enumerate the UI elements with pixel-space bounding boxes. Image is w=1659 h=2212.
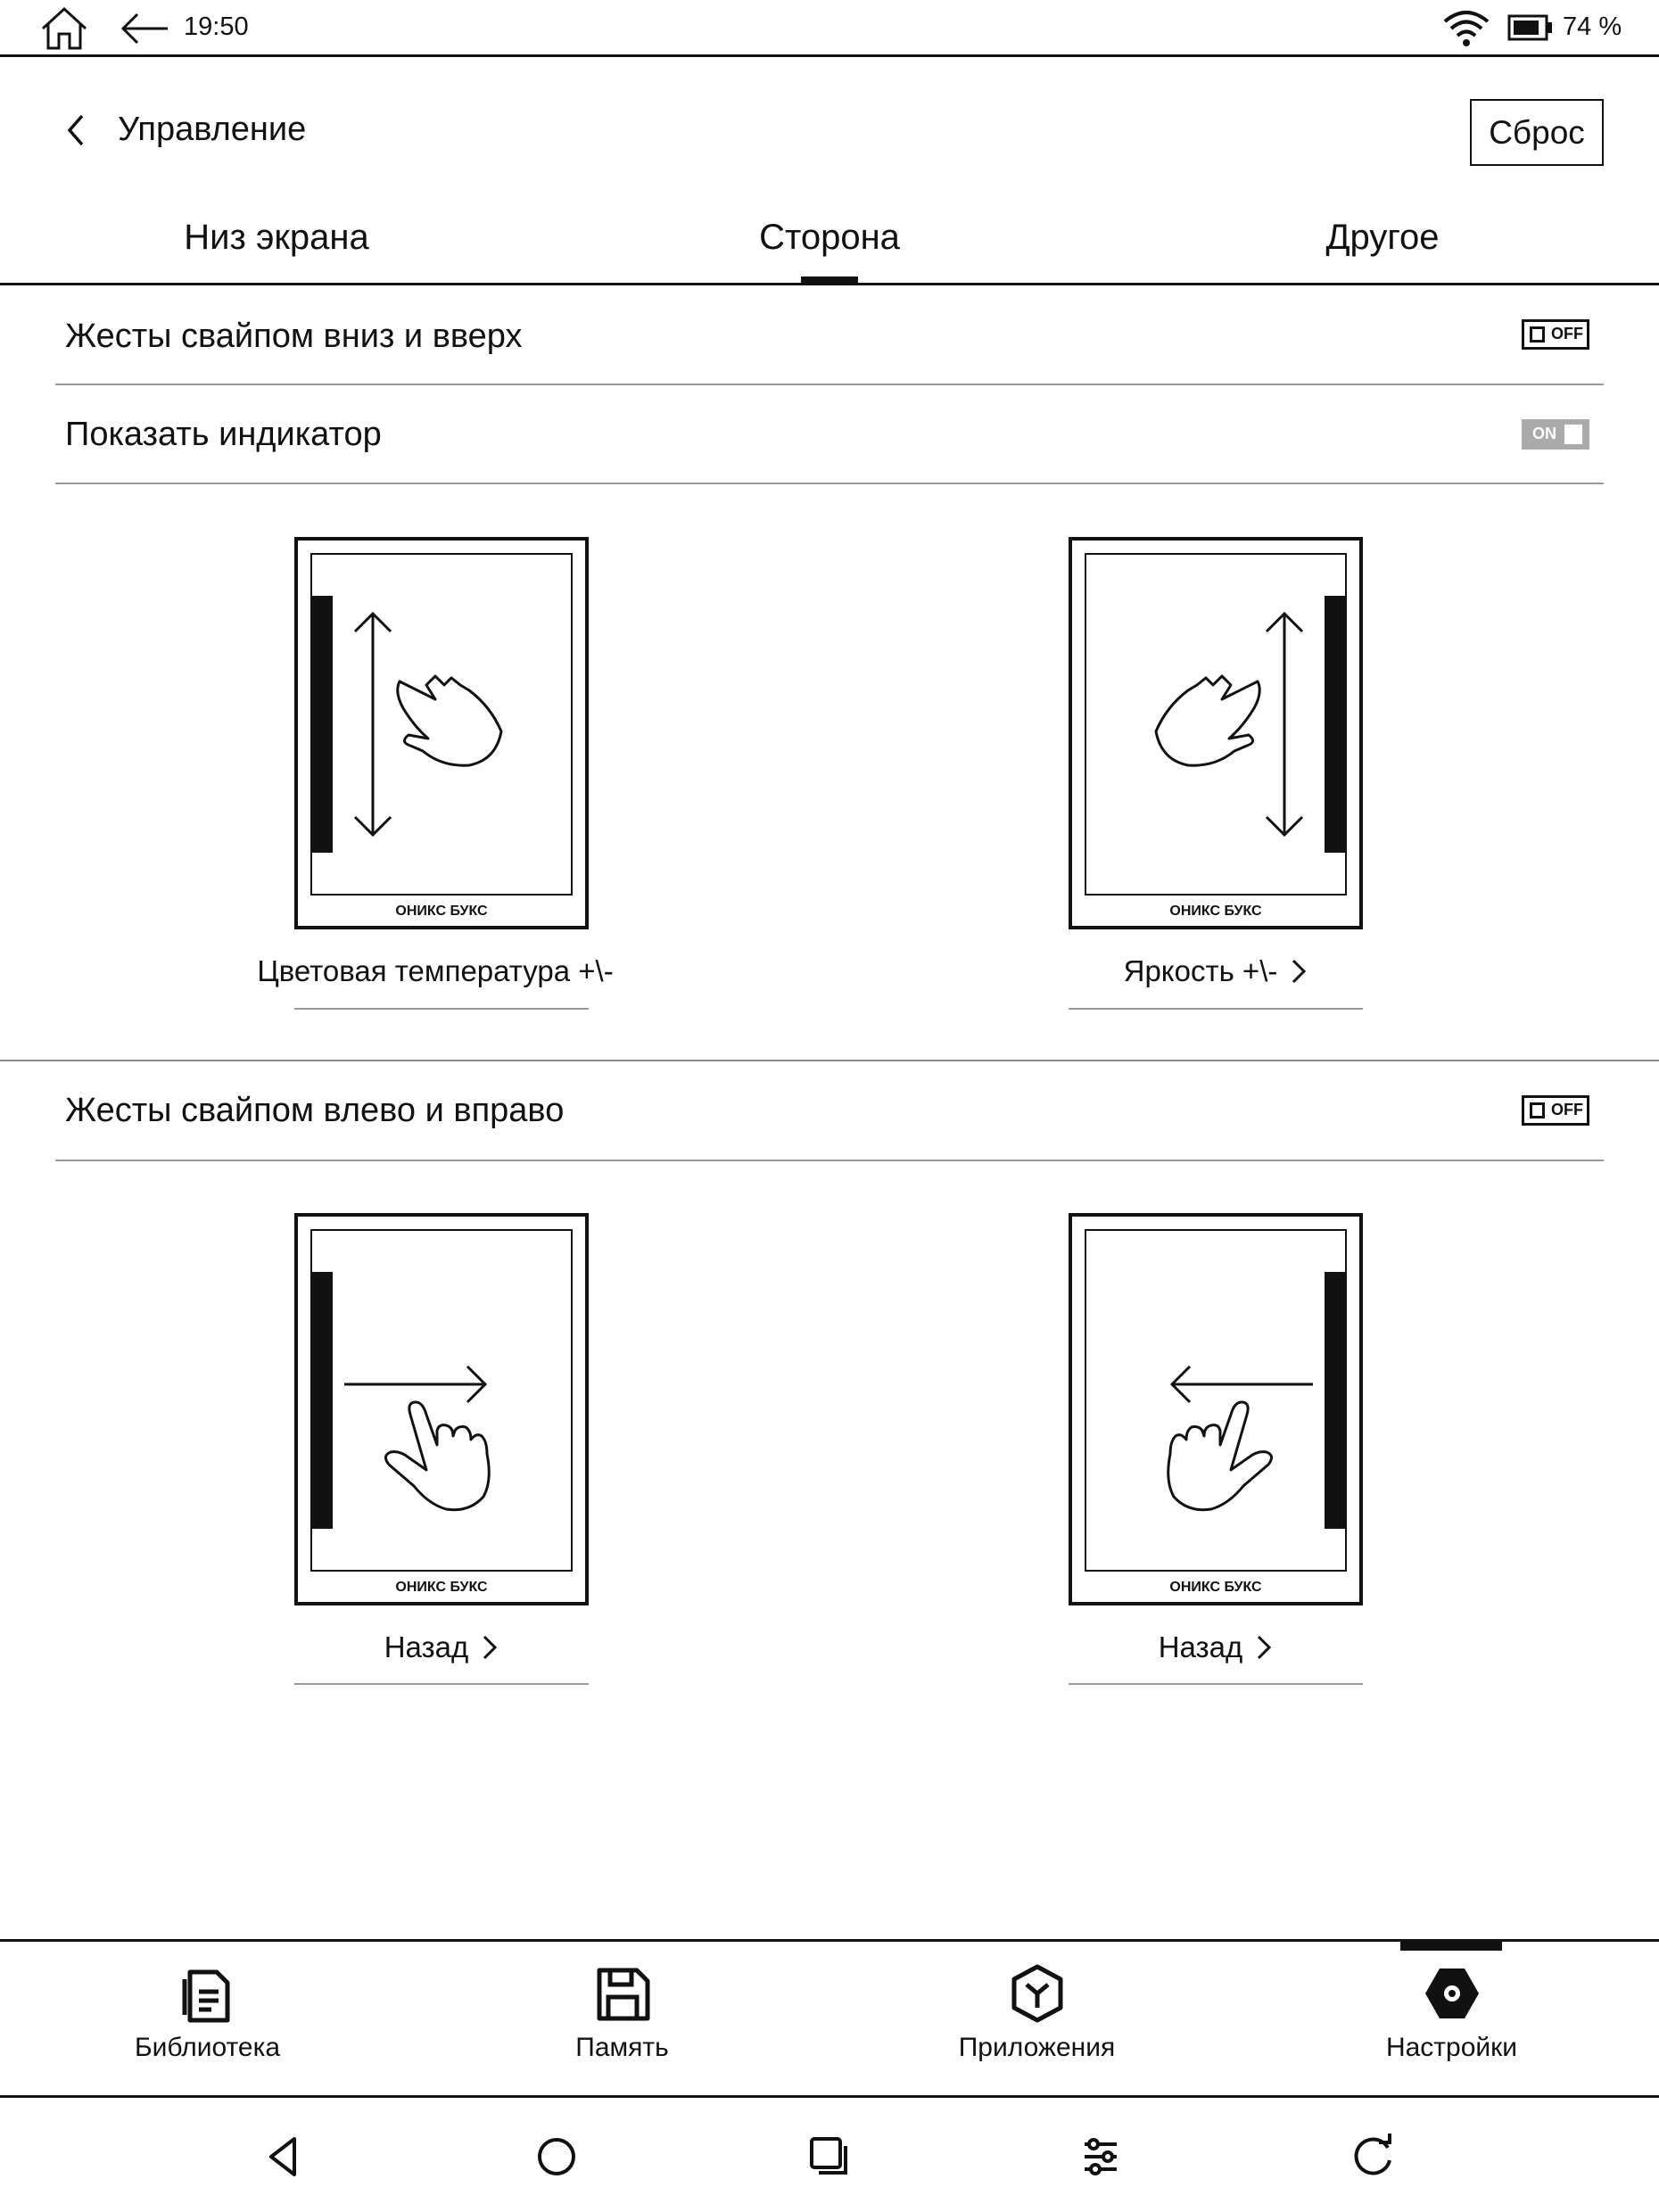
chevron-right-icon — [1290, 957, 1308, 986]
device-brand: ОНИКС БУКС — [395, 1580, 488, 1595]
clock: 19:50 — [184, 12, 249, 41]
horizontal-swipe-title: Жесты свайпом влево и вправо — [65, 1092, 565, 1129]
nav-settings[interactable] — [1244, 1942, 1659, 2098]
vertical-swipe-toggle[interactable] — [1522, 319, 1589, 350]
refresh-icon[interactable] — [1347, 2130, 1400, 2183]
caption-underline — [1069, 1683, 1363, 1685]
status-bar — [0, 0, 1659, 57]
settings-icon — [1420, 1961, 1484, 2026]
nav-label: Память — [575, 2033, 669, 2062]
library-icon — [176, 1961, 240, 2026]
back-chevron-icon[interactable] — [61, 111, 91, 150]
chevron-right-icon — [1255, 1633, 1273, 1662]
device-brand: ОНИКС БУКС — [1169, 1580, 1262, 1595]
gesture-action-left-vertical[interactable] — [257, 954, 614, 988]
toggle-knob — [1530, 326, 1545, 343]
gesture-action-left-horizontal[interactable] — [294, 1630, 589, 1664]
vertical-swipe-title: Жесты свайпом вниз и вверх — [65, 318, 523, 355]
nav-label: Настройки — [1385, 2033, 1518, 2062]
gesture-action-label: Яркость +\- — [1123, 954, 1278, 987]
section-divider — [0, 1060, 1659, 1061]
divider — [55, 1160, 1604, 1161]
back-triangle-icon[interactable] — [257, 2130, 310, 2183]
gesture-action-right-horizontal[interactable] — [1069, 1630, 1363, 1664]
gesture-action-right-vertical[interactable] — [1069, 954, 1363, 988]
reset-button[interactable]: Сброс — [1470, 99, 1604, 166]
home-circle-icon[interactable] — [530, 2130, 583, 2183]
tab-bottom-screen[interactable]: Низ экрана — [184, 218, 369, 257]
gesture-illustration-left-horizontal[interactable] — [294, 1213, 589, 1605]
toggle-state: OFF — [1551, 325, 1583, 343]
nav-apps[interactable] — [830, 1942, 1244, 2098]
bottom-navigation — [0, 1939, 1659, 2098]
toggle-state: OFF — [1551, 1101, 1583, 1118]
sliders-icon[interactable] — [1074, 2130, 1127, 2183]
nav-label: Приложения — [958, 2033, 1116, 2062]
toggle-knob — [1530, 1102, 1545, 1118]
show-indicator-toggle[interactable] — [1522, 419, 1589, 450]
back-arrow-icon[interactable] — [118, 9, 169, 48]
gesture-illustration-left-vertical[interactable] — [294, 537, 589, 929]
tab-other[interactable]: Другое — [1325, 218, 1440, 257]
horizontal-swipe-toggle[interactable] — [1522, 1095, 1589, 1126]
gesture-illustration-right-horizontal[interactable] — [1069, 1213, 1363, 1605]
gesture-action-label: Цветовая температура +\- — [257, 954, 614, 987]
nav-storage[interactable] — [415, 1942, 830, 2098]
active-tab-indicator — [801, 276, 858, 285]
battery-percent: 74 % — [1563, 12, 1622, 41]
divider — [55, 483, 1604, 484]
caption-underline — [294, 1008, 589, 1010]
nav-library[interactable] — [0, 1942, 415, 2098]
divider — [55, 384, 1604, 385]
nav-label: Библиотека — [134, 2033, 281, 2062]
page-title: Управление — [118, 111, 307, 148]
caption-underline — [1069, 1008, 1363, 1010]
gesture-action-label: Назад — [384, 1630, 469, 1663]
toggle-knob — [1564, 425, 1582, 444]
chevron-right-icon — [481, 1633, 499, 1662]
recents-icon[interactable] — [803, 2130, 856, 2183]
wifi-icon — [1441, 9, 1491, 48]
show-indicator-title: Показать индикатор — [65, 416, 382, 453]
storage-icon — [590, 1961, 655, 2026]
toggle-state: ON — [1532, 425, 1556, 442]
tab-bar — [0, 205, 1659, 285]
device-brand: ОНИКС БУКС — [395, 904, 488, 919]
home-icon[interactable] — [39, 5, 89, 52]
apps-icon — [1005, 1961, 1069, 2026]
device-brand: ОНИКС БУКС — [1169, 904, 1262, 919]
tab-side[interactable]: Сторона — [759, 218, 900, 257]
gesture-action-label: Назад — [1158, 1630, 1243, 1663]
system-navigation-bar — [0, 2098, 1659, 2212]
gesture-illustration-right-vertical[interactable] — [1069, 537, 1363, 929]
battery-icon — [1507, 12, 1554, 43]
caption-underline — [294, 1683, 589, 1685]
